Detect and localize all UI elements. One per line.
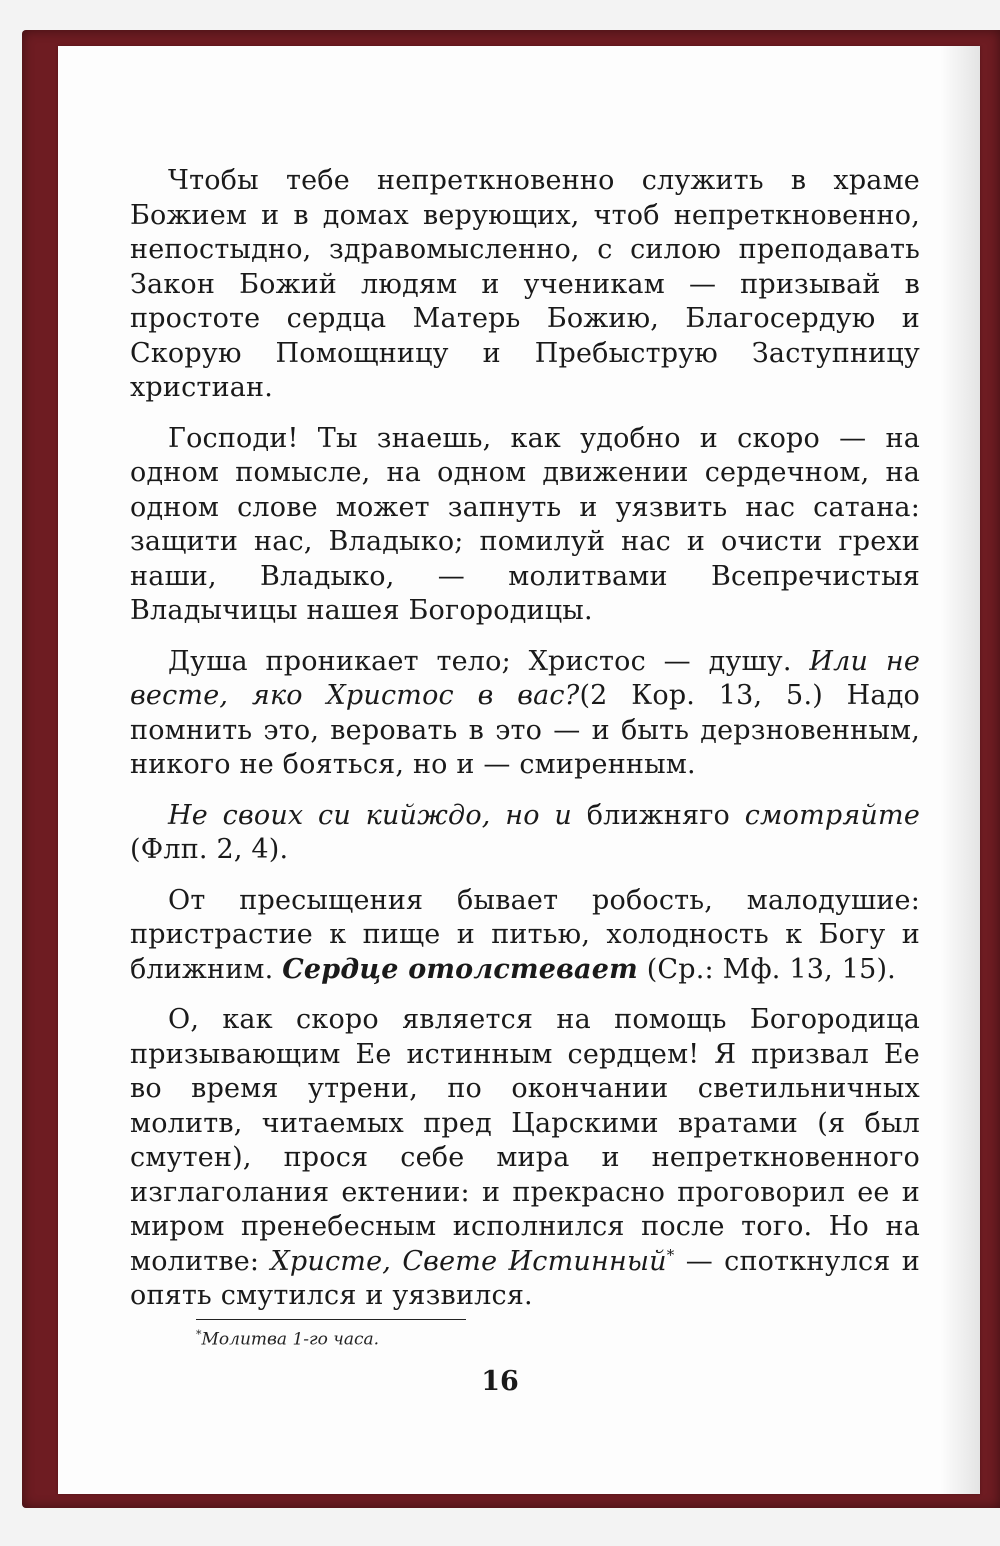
footnote bbox=[196, 1328, 379, 1350]
page-number: 16 bbox=[481, 1366, 519, 1397]
paragraph bbox=[130, 645, 920, 783]
text-segment: (Ср.: Мф. 13, 15). bbox=[637, 953, 896, 985]
text-segment: — споткнулся и опять смутился и уязвился. bbox=[130, 1245, 920, 1311]
main-text-block bbox=[130, 164, 920, 1330]
footnote-text: Молитва 1-го часа. bbox=[201, 1329, 380, 1350]
text-segment: Душа проникает тело; Христос — душу. bbox=[168, 645, 810, 677]
text-segment: Чтобы тебе непреткновенно служить в храме Божием и в домах верующих, чтоб непреткновенно, непостыдно, здравомысленно, с силою преподавать Закон Божий людям и ученикам — призывай в простоте сердца Матерь Божию, Благосердую и Скорую Помощницу и Пребыструю Заступницу христиан. bbox=[130, 165, 920, 403]
page-edge-shadow bbox=[940, 46, 980, 1494]
text-segment: ближняго bbox=[586, 799, 745, 831]
text-segment: Сердце отолстевает bbox=[282, 953, 638, 985]
text-segment: О, как скоро является на помощь Богородица призывающим Ее истинным сердцем! Я призвал Ее во время утрени, по окончании светильничных молитв, читаемых пред Царскими вратами (я был смутен), прося себе мира и непреткновенного изглаголания ектении: и прекрасно проговорил ее и миром пренебесным исполнился после того. Но на молитве: bbox=[130, 1004, 920, 1277]
footnote-divider bbox=[196, 1319, 466, 1320]
paragraph bbox=[130, 1003, 920, 1314]
text-segment: Не своих си кийждо, но и bbox=[168, 799, 587, 831]
text-segment: Христе, Свете Истинный bbox=[270, 1245, 667, 1277]
paragraph bbox=[130, 884, 920, 988]
text-segment: Или не весте, яко Христос в вас? bbox=[130, 645, 920, 711]
footnote-reference: * bbox=[666, 1245, 675, 1264]
text-segment: (Флп. 2, 4). bbox=[130, 834, 289, 865]
text-segment: Господи! Ты знаешь, как удобно и скоро — на одном помысле, на одном движении сердечном, на одном слове может запнуть и уязвить нас сатана: защити нас, Владыко; помилуй нас и очисти грехи наши, Владыко, — молитвами Всепречистыя Владычицы нашея Богородицы. bbox=[130, 422, 920, 626]
text-segment: От пресыщения бывает робость, малодушие: пристрастие к пище и питью, холодность к Богу и ближним. bbox=[130, 884, 920, 985]
footnote-marker: * bbox=[196, 1328, 202, 1341]
paragraph bbox=[130, 164, 920, 406]
paragraph bbox=[130, 799, 920, 868]
text-segment: смотряйте bbox=[744, 799, 920, 831]
paragraph bbox=[130, 422, 920, 629]
text-segment: (2 Кор. 13, 5.) Надо помнить это, веровать в это — и быть дерзновенным, никого не бояться, но и — смиренным. bbox=[130, 680, 920, 780]
